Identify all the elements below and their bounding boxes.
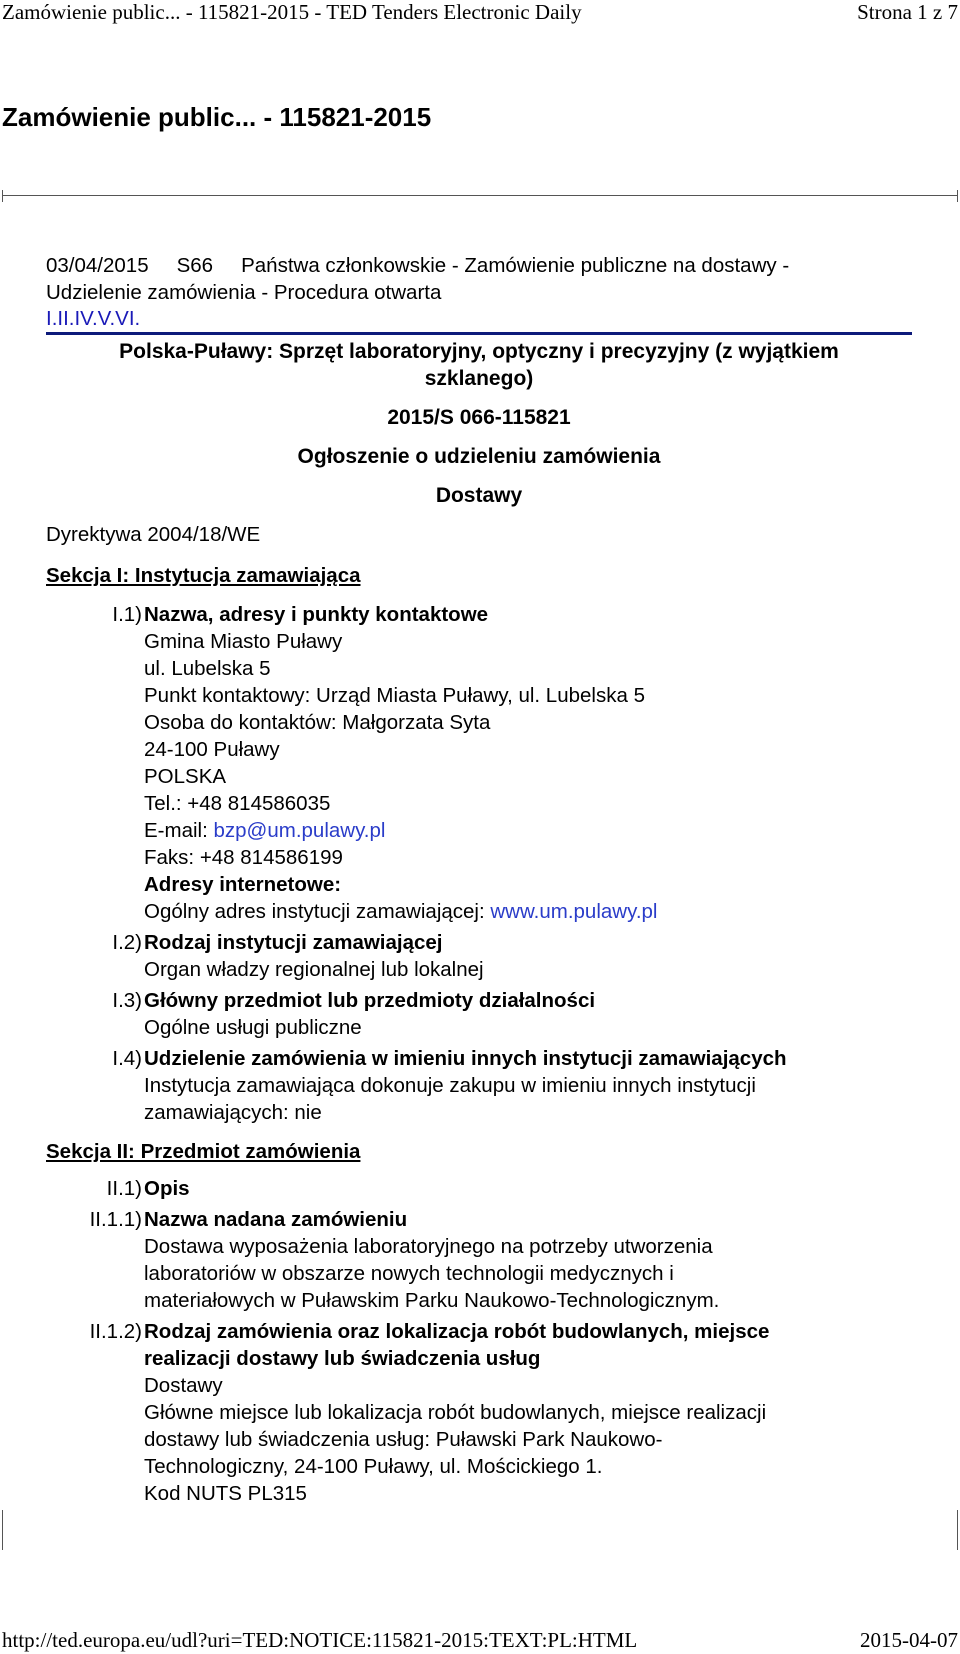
notice-date: 03/04/2015 (46, 254, 149, 277)
footer-date: 2015-04-07 (860, 1628, 958, 1652)
frame-left-border (2, 1510, 3, 1550)
frame-top-border (2, 195, 958, 196)
item-title-line-1: Rodzaj zamówienia oraz lokalizacja robót budowlanych, miejsce (144, 1320, 770, 1343)
telephone: Tel.: +48 814586035 (144, 792, 331, 815)
item-title: Nazwa nadana zamówieniu (144, 1208, 408, 1231)
org-street: ul. Lubelska 5 (144, 657, 271, 680)
notice-type: Ogłoszenie o udzieleniu zamówienia (297, 445, 661, 468)
item-number: II.1.1) (89, 1208, 142, 1231)
frame-right-border (957, 1510, 958, 1550)
notice-desc-1: Państwa członkowskie - Zamówienie publiczne na dostawy - (241, 254, 790, 277)
notice-title-line-1: Polska-Puławy: Sprzęt laboratoryjny, optyczny i precyzyjny (z wyjątkiem (119, 340, 839, 363)
contact-person: Osoba do kontaktów: Małgorzata Syta (144, 711, 491, 734)
item-title-line-2: realizacji dostawy lub świadczenia usług (144, 1347, 541, 1370)
notice-series: S66 (176, 254, 214, 277)
web-heading: Adresy internetowe: (144, 873, 342, 896)
print-header (0, 0, 960, 24)
section-2-heading: Sekcja II: Przedmiot zamówienia (46, 1140, 361, 1163)
section-refs-link[interactable]: I.II.IV.V.VI. (46, 306, 912, 335)
item-ii12 (46, 1318, 912, 1507)
item-title: Nazwa, adresy i punkty kontaktowe (144, 603, 489, 626)
item-i4 (46, 1045, 912, 1126)
item-value: Ogólne usługi publiczne (144, 1016, 362, 1039)
notice-number: 2015/S 066-115821 (387, 406, 571, 429)
notice-title-line-2: szklanego) (424, 367, 534, 390)
location-line-2: dostawy lub świadczenia usług: Puławski Park Naukowo- (144, 1428, 663, 1451)
item-i3 (46, 987, 912, 1041)
item-title: Opis (144, 1177, 190, 1200)
frame-right-tick (957, 190, 958, 202)
notice-kind: Dostawy (435, 484, 523, 507)
print-footer (0, 1626, 960, 1654)
header-page-title: Zamówienie public... - 115821-2015 - TED Tenders Electronic Daily (2, 0, 582, 24)
item-value: Organ władzy regionalnej lub lokalnej (144, 958, 484, 981)
item-number: II.1) (106, 1177, 142, 1200)
item-title: Główny przedmiot lub przedmioty działalności (144, 989, 596, 1012)
location-line-3: Technologiczny, 24-100 Puławy, ul. Mościckiego 1. (144, 1455, 603, 1478)
postal-city: 24-100 Puławy (144, 738, 280, 761)
item-ii1 (46, 1175, 912, 1202)
item-ii11 (46, 1206, 912, 1314)
contact-point: Punkt kontaktowy: Urząd Miasta Puławy, ul. Lubelska 5 (144, 684, 645, 707)
contract-name-line-3: materiałowych w Puławskim Parku Naukowo-Technologicznym. (144, 1289, 720, 1312)
contract-name-line-2: laboratoriów w obszarze nowych technologii medycznych i (144, 1262, 674, 1285)
web-line (144, 898, 912, 925)
contract-name-line-1: Dostawa wyposażenia laboratoryjnego na potrzeby utworzenia (144, 1235, 713, 1258)
contract-kind: Dostawy (144, 1374, 223, 1397)
directive: Dyrektywa 2004/18/WE (46, 523, 261, 546)
notice-content (46, 252, 912, 1507)
web-link[interactable]: www.um.pulawy.pl (490, 900, 658, 923)
item-title: Rodzaj instytucji zamawiającej (144, 931, 443, 954)
web-label: Ogólny adres instytucji zamawiającej: (144, 900, 491, 923)
item-number: I.4) (112, 1047, 142, 1070)
item-value-line-2: zamawiających: nie (144, 1101, 322, 1124)
item-i2 (46, 929, 912, 983)
country: POLSKA (144, 765, 227, 788)
email-line (144, 817, 912, 844)
item-number: I.2) (112, 931, 142, 954)
footer-url: http://ted.europa.eu/udl?uri=TED:NOTICE:115821-2015:TEXT:PL:HTML (2, 1628, 638, 1652)
location-line-1: Główne miejsce lub lokalizacja robót budowlanych, miejsce realizacji (144, 1401, 767, 1424)
frame-left-tick (2, 190, 3, 202)
notice-meta (46, 252, 912, 279)
email-label: E-mail: (144, 819, 214, 842)
org-name: Gmina Miasto Puławy (144, 630, 343, 653)
page-title: Zamówienie public... - 115821-2015 (2, 102, 432, 132)
item-i1 (46, 601, 912, 925)
header-page-number: Strona 1 z 7 (857, 0, 958, 24)
notice-desc-2: Udzielenie zamówienia - Procedura otwarta (46, 281, 442, 304)
item-number: II.1.2) (89, 1320, 142, 1343)
item-value-line-1: Instytucja zamawiająca dokonuje zakupu w imieniu innych instytucji (144, 1074, 756, 1097)
item-number: I.1) (112, 603, 142, 626)
email-link[interactable]: bzp@um.pulawy.pl (213, 819, 386, 842)
item-number: I.3) (112, 989, 142, 1012)
item-title: Udzielenie zamówienia w imieniu innych instytucji zamawiających (144, 1047, 787, 1070)
nuts-code: Kod NUTS PL315 (144, 1482, 307, 1505)
fax: Faks: +48 814586199 (144, 846, 343, 869)
section-1-heading: Sekcja I: Instytucja zamawiająca (46, 564, 361, 587)
